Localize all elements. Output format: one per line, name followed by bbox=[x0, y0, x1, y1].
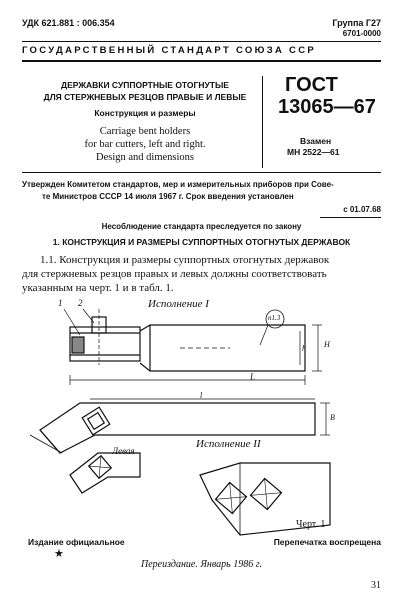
subtitle-ru: Конструкция и размеры bbox=[94, 108, 196, 118]
page-number: 31 bbox=[371, 580, 381, 591]
legal-notice: Несоблюдение стандарта преследуется по закону bbox=[101, 222, 302, 231]
dim-H-label: H bbox=[324, 340, 330, 349]
approval-line2: те Министров СССР 14 июля 1967 г. Срок введения установлен bbox=[42, 192, 294, 201]
star-mark: ★ bbox=[54, 548, 64, 560]
approval-date: с 01.07.68 bbox=[343, 205, 381, 214]
paragraph-line1: 1.1. Конструкция и размеры суппортных отогнутых державок bbox=[40, 254, 330, 266]
reissue-note: Переиздание. Январь 1986 г. bbox=[141, 559, 262, 570]
state-standard-heading: ГОСУДАРСТВЕННЫЙ СТАНДАРТ СОЮЗА ССР bbox=[22, 45, 317, 56]
group-code: Группа Г27 bbox=[332, 18, 381, 28]
title-en-line2: for bar cutters, left and right. bbox=[84, 139, 206, 150]
classifier-code: 6701-0000 bbox=[342, 29, 381, 38]
left-version-label: Левая bbox=[112, 446, 135, 456]
title-ru-line1: ДЕРЖАВКИ СУППОРТНЫЕ ОТОГНУТЫЕ bbox=[61, 80, 229, 90]
title-rule bbox=[22, 172, 381, 173]
version-1-label: Исполнение I bbox=[148, 298, 209, 310]
dim-L-label: L bbox=[250, 372, 256, 382]
header-rule-bottom bbox=[22, 60, 381, 62]
replaces-label: Взамен bbox=[300, 136, 332, 146]
holder-side-view bbox=[64, 309, 322, 385]
paragraph-line2: для стержневых резцов правых и левых должны соответствовать bbox=[22, 268, 327, 280]
gost-label: ГОСТ bbox=[285, 74, 338, 96]
version-2-label: Исполнение II bbox=[196, 438, 261, 450]
replaces-value: МН 2522—61 bbox=[287, 147, 340, 157]
callout-2: 2 bbox=[78, 298, 83, 308]
title-ru-line2: ДЛЯ СТЕРЖНЕВЫХ РЕЗЦОВ ПРАВЫЕ И ЛЕВЫЕ bbox=[43, 92, 247, 102]
left-version-view bbox=[70, 453, 140, 493]
approval-date-underline bbox=[320, 217, 381, 218]
gost-number: 13065—67 bbox=[278, 96, 376, 118]
official-edition: Издание официальное bbox=[28, 537, 125, 547]
title-en-line1: Carriage bent holders bbox=[99, 126, 191, 137]
approval-line1: Утвержден Комитетом стандартов, мер и измерительных приборов при Сове- bbox=[22, 180, 334, 189]
header-rule-top bbox=[22, 41, 381, 42]
paragraph-line3: указанным на черт. 1 и в табл. 1. bbox=[22, 282, 174, 294]
technical-drawing bbox=[0, 295, 401, 540]
udk-code: УДК 621.881 : 006.354 bbox=[22, 18, 115, 28]
dim-l-label: l bbox=[200, 391, 203, 400]
title-divider bbox=[262, 76, 263, 168]
dim-h-label: h bbox=[302, 344, 306, 353]
holder-top-view-bent bbox=[30, 399, 330, 453]
title-en-line3: Design and dimensions bbox=[96, 152, 194, 163]
callout-1: 1 bbox=[58, 298, 63, 308]
dim-B-label: B bbox=[330, 413, 335, 422]
reprint-ban: Перепечатка воспрещена bbox=[273, 537, 381, 547]
roughness-mark: п1.3 bbox=[268, 314, 281, 322]
figure-caption: Черт. 1 bbox=[296, 519, 326, 530]
section-heading: 1. КОНСТРУКЦИЯ И РАЗМЕРЫ СУППОРТНЫХ ОТОГНУТЫХ ДЕРЖАВОК bbox=[52, 237, 351, 247]
